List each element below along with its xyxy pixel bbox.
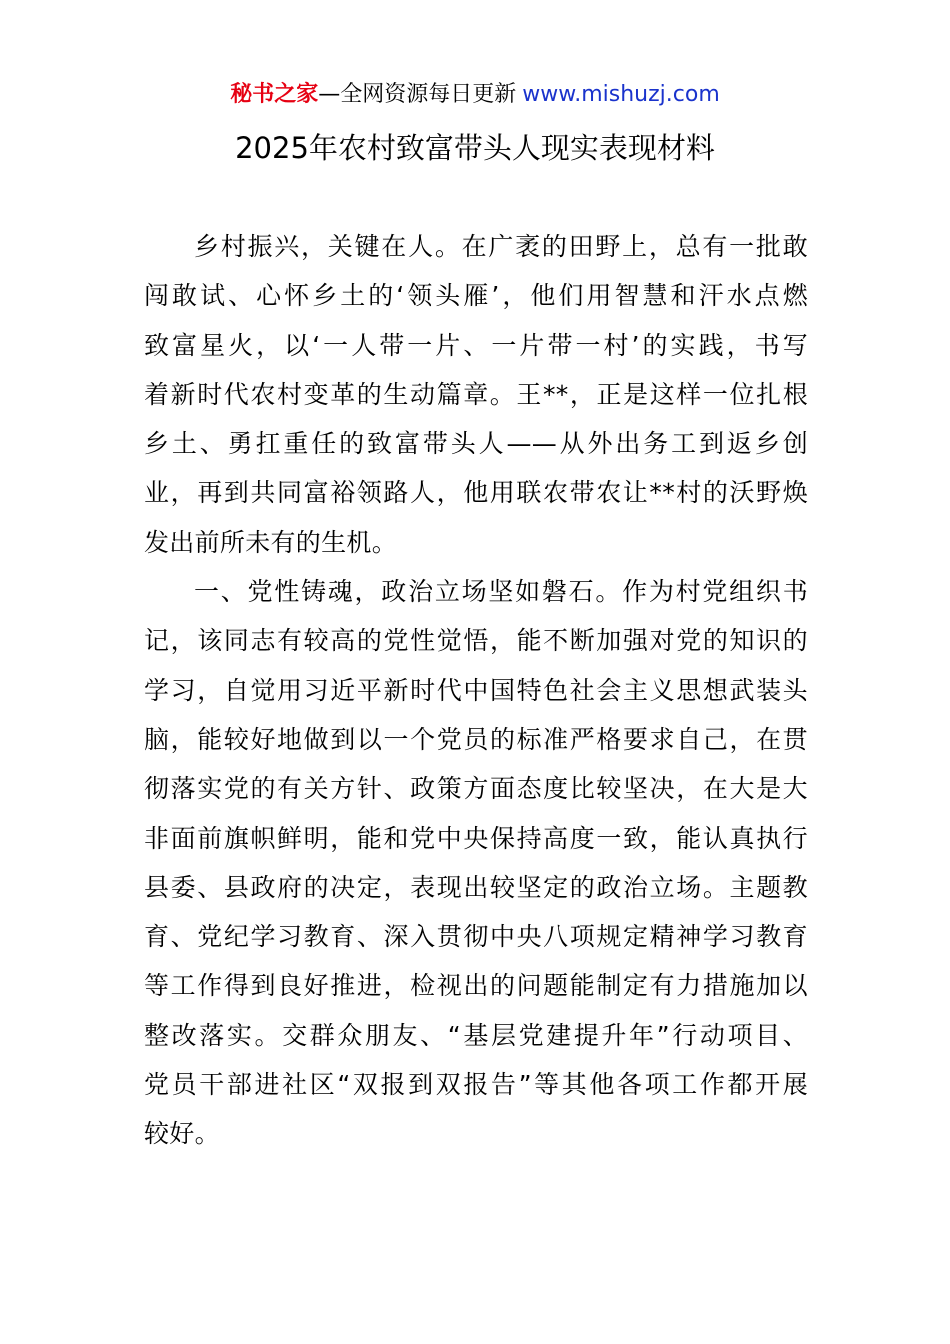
site-tagline: —全网资源每日更新 <box>318 82 517 107</box>
paragraph-line: 脑，能较好地做到以一个党员的标准严格要求自己，在贯 <box>144 724 808 754</box>
document-title: 2025年农村致富带头人现实表现材料 <box>235 131 715 165</box>
paragraph-line: 较好。 <box>144 1119 220 1149</box>
paragraph-line: 业，再到共同富裕领路人，他用联农带农让**村的沃野焕 <box>144 478 808 508</box>
paragraph-line: 党员干部进社区“双报到双报告”等其他各项工作都开展 <box>144 1070 808 1100</box>
paragraph-line: 着新时代农村变革的生动篇章。王**，正是这样一位扎根 <box>144 379 808 409</box>
site-brand: 秘书之家 <box>230 82 319 107</box>
paragraph-line: 等工作得到良好推进，检视出的问题能制定有力措施加以 <box>144 971 808 1001</box>
paragraph <box>144 567 808 1159</box>
paragraph-line: 整改落实。交群众朋友、“基层党建提升年”行动项目、 <box>144 1020 808 1050</box>
paragraph-line: 彻落实党的有关方针、政策方面态度比较坚决，在大是大 <box>144 774 808 804</box>
paragraph-line: 乡村振兴，关键在人。在广袤的田野上，总有一批敢 <box>194 232 808 261</box>
site-header <box>0 80 950 110</box>
paragraph-line: 一、党性铸魂，政治立场坚如磐石。作为村党组织书 <box>194 577 808 607</box>
paragraph-line: 乡土、勇扛重任的致富带头人——从外出务工到返乡创 <box>144 429 808 459</box>
paragraph-line: 县委、县政府的决定，表现出较坚定的政治立场。主题教 <box>144 872 808 902</box>
paragraph <box>144 222 808 567</box>
paragraph-line: 非面前旗帜鲜明，能和党中央保持高度一致，能认真执行 <box>144 823 808 853</box>
site-url-link[interactable]: www.mishuzj.com <box>522 82 720 107</box>
document-body <box>144 222 808 1159</box>
paragraph-line: 致富星火，以‘一人带一片、一片带一村’的实践，书写 <box>144 330 808 360</box>
paragraph-line: 闯敢试、心怀乡土的‘领头雁’，他们用智慧和汗水点燃 <box>144 281 808 311</box>
paragraph-line: 学习，自觉用习近平新时代中国特色社会主义思想武装头 <box>144 675 808 705</box>
paragraph-line: 记，该同志有较高的党性觉悟，能不断加强对党的知识的 <box>144 626 808 656</box>
paragraph-line: 育、党纪学习教育、深入贯彻中央八项规定精神学习教育 <box>144 922 808 952</box>
paragraph-line: 发出前所未有的生机。 <box>144 527 398 557</box>
